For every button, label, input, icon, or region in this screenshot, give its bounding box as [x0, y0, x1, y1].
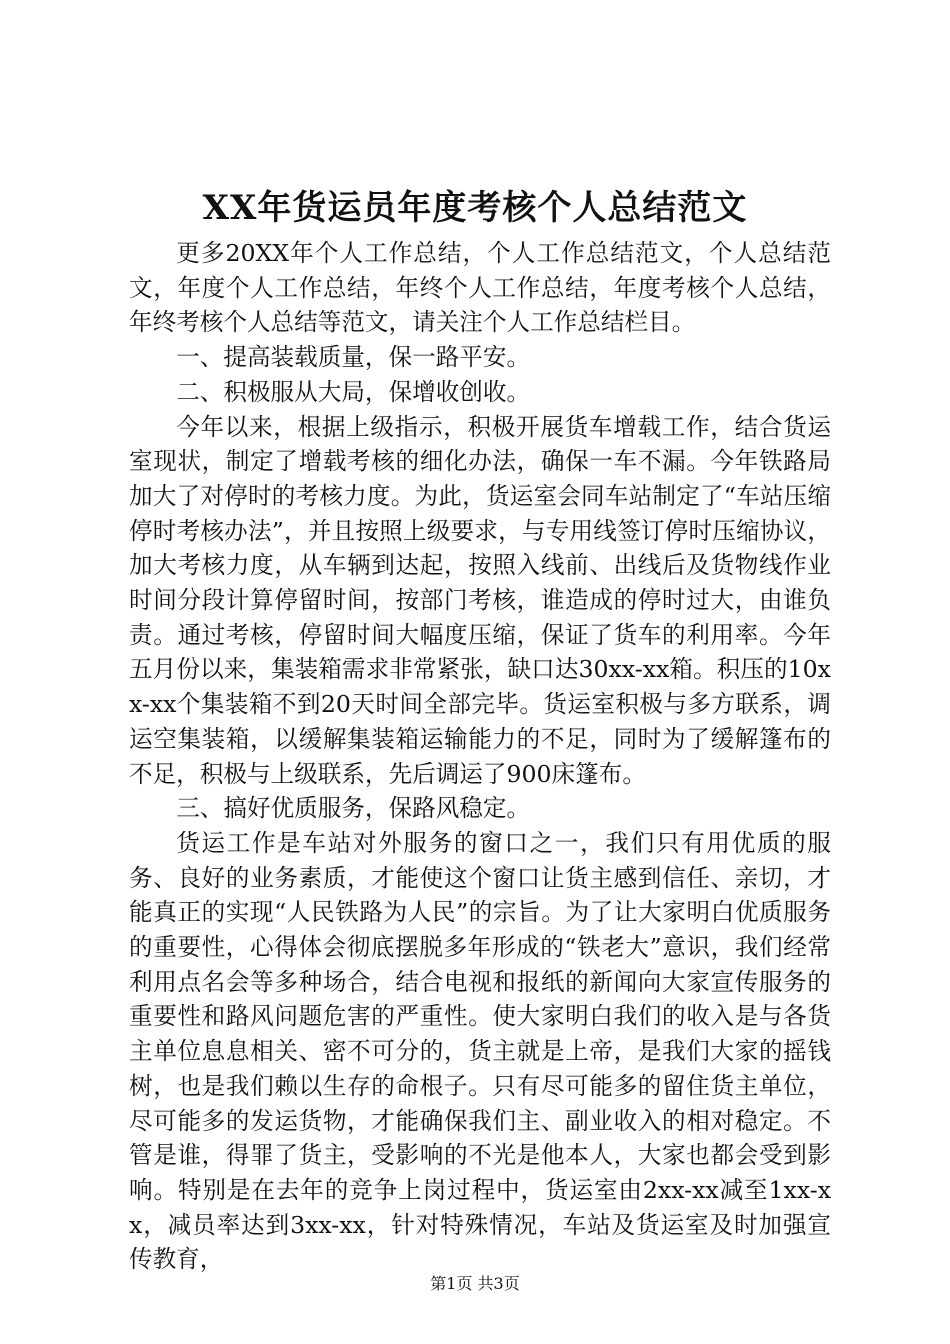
page-indicator: 第1页 共3页	[430, 1274, 520, 1293]
document-title: XX年货运员年度考核个人总结范文	[202, 188, 748, 228]
page-footer	[0, 1274, 950, 1294]
intro-paragraph: 更多20XX年个人工作总结，个人工作总结范文，个人总结范文，年度个人工作总结，年终个人工作总结，年度考核个人总结，年终考核个人总结等范文，请关注个人工作总结栏目。	[129, 239, 831, 337]
body-paragraph-1: 今年以来，根据上级指示，积极开展货车增载工作，结合货运室现状，制定了增载考核的细化办法，确保一车不漏。今年铁路局加大了对停时的考核力度。为此，货运室会同车站制定了“车站压缩停时考核办法”，并且按照上级要求，与专用线签订停时压缩协议，加大考核力度，从车辆到达起，按照入线前、出线后及货物线作业时间分段计算停留时间，按部门考核，谁造成的停时过大，由谁负责。通过考核，停留时间大幅度压缩，保证了货车的利用率。今年五月份以来，集装箱需求非常紧张，缺口达30xx-xx箱。积压的10xx-xx个集装箱不到20天时间全部完毕。货运室积极与多方联系，调运空集装箱，以缓解集装箱运输能力的不足，同时为了缓解篷布的不足，积极与上级联系，先后调运了900床篷布。	[129, 412, 831, 788]
section-heading-1: 一、提高装载质量，保一路平安。	[176, 343, 531, 372]
body-paragraph-2: 货运工作是车站对外服务的窗口之一，我们只有用优质的服务、良好的业务素质，才能使这个窗口让货主感到信任、亲切，才能真正的实现“人民铁路为人民”的宗旨。为了让大家明白优质服务的重要性，心得体会彻底摆脱多年形成的“铁老大”意识，我们经常利用点名会等多种场合，结合电视和报纸的新闻向大家宣传服务的重要性和路风问题危害的严重性。使大家明白我们的收入是与各货主单位息息相关、密不可分的，货主就是上帝，是我们大家的摇钱树，也是我们赖以生存的命根子。只有尽可能多的留住货主单位，尽可能多的发运货物，才能确保我们主、副业收入的相对稳定。不管是谁，得罪了货主，受影响的不光是他本人，大家也都会受到影响。特别是在去年的竞争上岗过程中，货运室由2xx-xx减至1xx-xx，减员率达到3xx-xx，针对特殊情况，车站及货运室及时加强宣传教育，	[129, 828, 831, 1274]
section-heading-3: 三、搞好优质服务，保路风稳定。	[176, 794, 531, 823]
document-body	[129, 236, 831, 1277]
section-heading-2: 二、积极服从大局，保增收创收。	[176, 377, 531, 406]
